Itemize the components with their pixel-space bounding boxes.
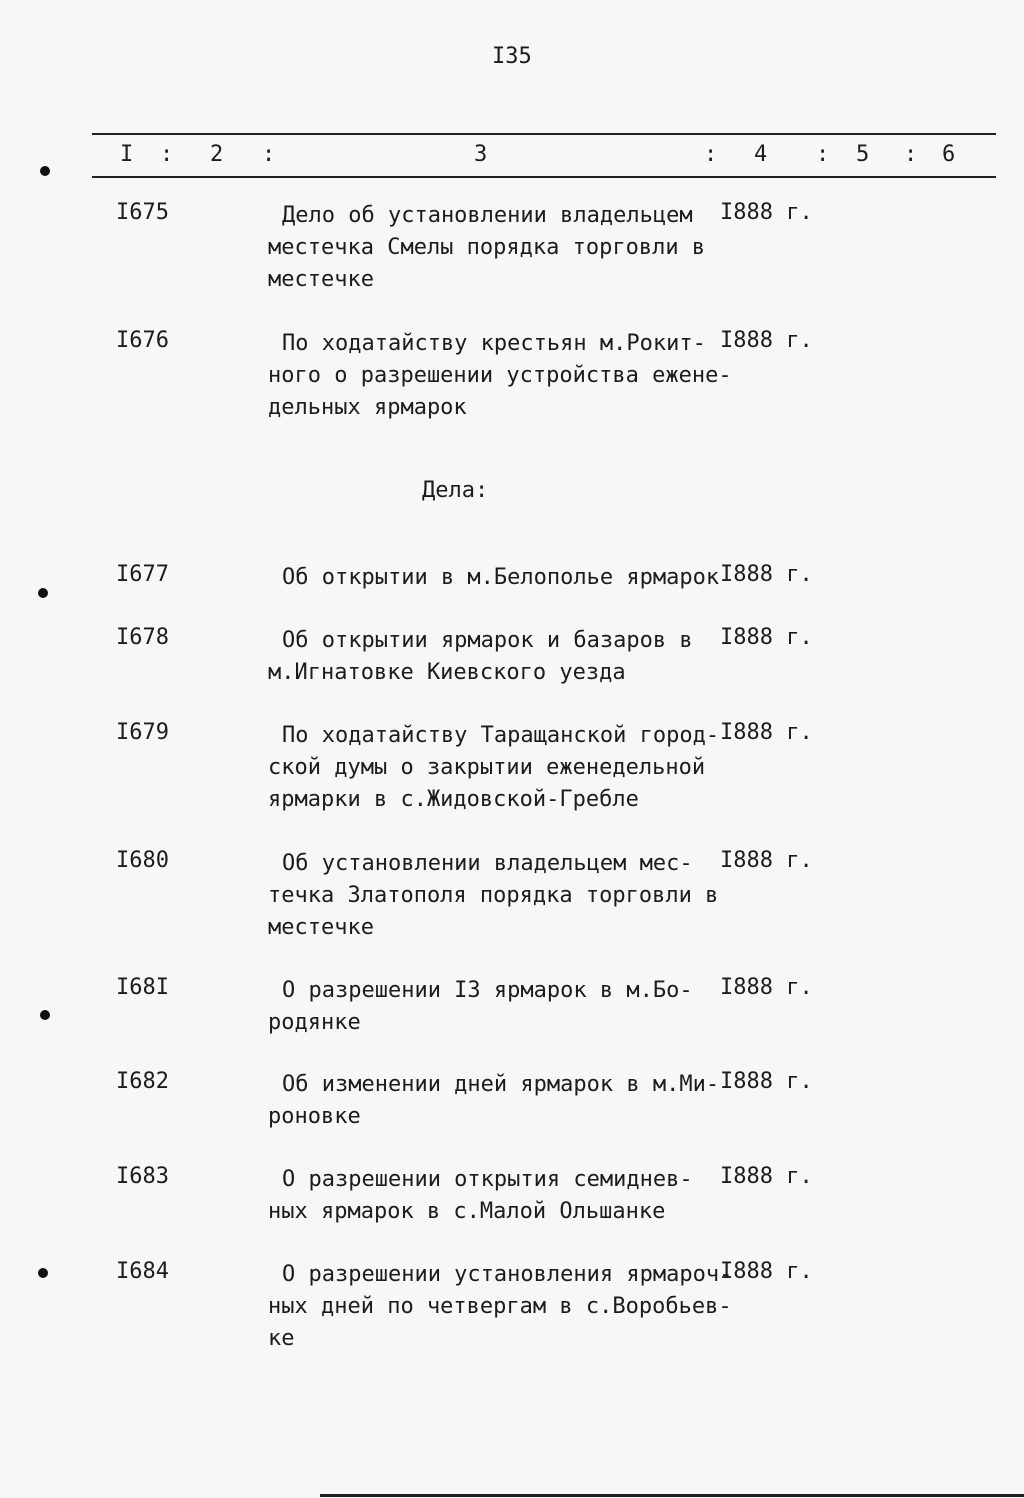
- entry-year: I888 г.: [720, 1164, 813, 1189]
- entry-description: [268, 562, 738, 594]
- punch-hole-mark: [38, 1268, 48, 1278]
- entry-description: [268, 1259, 738, 1355]
- description-line: О разрешении I3 ярмарок в м.Бо-: [282, 978, 693, 1003]
- entry-description: [268, 200, 738, 296]
- description-line: ных ярмарок в с.Малой Ольшанке: [268, 1199, 666, 1224]
- description-line: дельных ярмарок: [268, 395, 467, 420]
- entry-year: I888 г.: [720, 975, 813, 1000]
- entry-year: I888 г.: [720, 1259, 813, 1284]
- section-heading: Дела:: [422, 478, 489, 503]
- description-line: ных дней по четвергам в с.Воробьев-: [268, 1294, 732, 1319]
- col-2-label: 2: [210, 142, 224, 167]
- entry-description: [268, 625, 738, 689]
- entry-year: I888 г.: [720, 562, 813, 587]
- description-line: местечке: [268, 267, 374, 292]
- entry-number: I684: [116, 1259, 169, 1284]
- col-5-label: 5: [856, 142, 870, 167]
- col-separator: :: [704, 142, 718, 167]
- description-line: ного о разрешении устройства еженe-: [268, 363, 732, 388]
- entry-description: [268, 1164, 738, 1228]
- entry-number: I683: [116, 1164, 169, 1189]
- entry-year: I888 г.: [720, 720, 813, 745]
- punch-hole-mark: [40, 1010, 50, 1020]
- description-line: ской думы о закрытии еженедельной: [268, 755, 706, 780]
- description-line: О разрешении установления ярмароч-: [282, 1262, 733, 1287]
- entry-number: I677: [116, 562, 169, 587]
- entry-description: [268, 720, 738, 816]
- bottom-edge-line: [320, 1494, 1024, 1497]
- header-bottom-rule: [92, 176, 996, 178]
- entry-description: [268, 848, 738, 944]
- punch-hole-mark: [38, 588, 48, 598]
- entry-number: I678: [116, 625, 169, 650]
- entry-number: I68I: [116, 975, 169, 1000]
- col-4-label: 4: [754, 142, 768, 167]
- description-line: местечке: [268, 915, 374, 940]
- entry-year: I888 г.: [720, 625, 813, 650]
- entry-number: I682: [116, 1069, 169, 1094]
- description-line: Об изменении дней ярмарок в м.Ми-: [282, 1072, 720, 1097]
- entry-year: I888 г.: [720, 200, 813, 225]
- punch-hole-mark: [40, 166, 50, 176]
- col-separator: :: [160, 142, 174, 167]
- description-line: местечка Смелы порядка торговли в: [268, 235, 706, 260]
- description-line: родянке: [268, 1010, 361, 1035]
- description-line: Об открытии ярмарок и базаров в: [282, 628, 693, 653]
- description-line: Об установлении владельцем мес-: [282, 851, 693, 876]
- entry-description: [268, 328, 738, 424]
- description-line: течка Златополя порядка торговли в: [268, 883, 719, 908]
- col-separator: :: [904, 142, 918, 167]
- col-6-label: 6: [942, 142, 956, 167]
- description-line: О разрешении открытия семиднев-: [282, 1167, 693, 1192]
- description-line: м.Игнатовке Киевского уезда: [268, 660, 626, 685]
- description-line: роновке: [268, 1104, 361, 1129]
- col-3-label: 3: [474, 142, 488, 167]
- entry-year: I888 г.: [720, 848, 813, 873]
- entry-number: I676: [116, 328, 169, 353]
- entry-description: [268, 1069, 738, 1133]
- entry-description: [268, 975, 738, 1039]
- col-separator: :: [262, 142, 276, 167]
- entry-number: I675: [116, 200, 169, 225]
- page-number: I35: [492, 44, 532, 69]
- description-line: По ходатайству крестьян м.Рокит-: [282, 331, 706, 356]
- entry-number: I679: [116, 720, 169, 745]
- description-line: ке: [268, 1326, 295, 1351]
- description-line: ярмарки в с.Жидовской-Гребле: [268, 787, 639, 812]
- entry-year: I888 г.: [720, 328, 813, 353]
- description-line: По ходатайству Таращанской город-: [282, 723, 720, 748]
- description-line: Дело об установлении владельцем: [282, 203, 693, 228]
- entry-year: I888 г.: [720, 1069, 813, 1094]
- col-separator: :: [816, 142, 830, 167]
- entry-number: I680: [116, 848, 169, 873]
- col-1-label: I: [120, 142, 134, 167]
- description-line: Об открытии в м.Белополье ярмарок: [282, 565, 720, 590]
- header-top-rule: [92, 133, 996, 135]
